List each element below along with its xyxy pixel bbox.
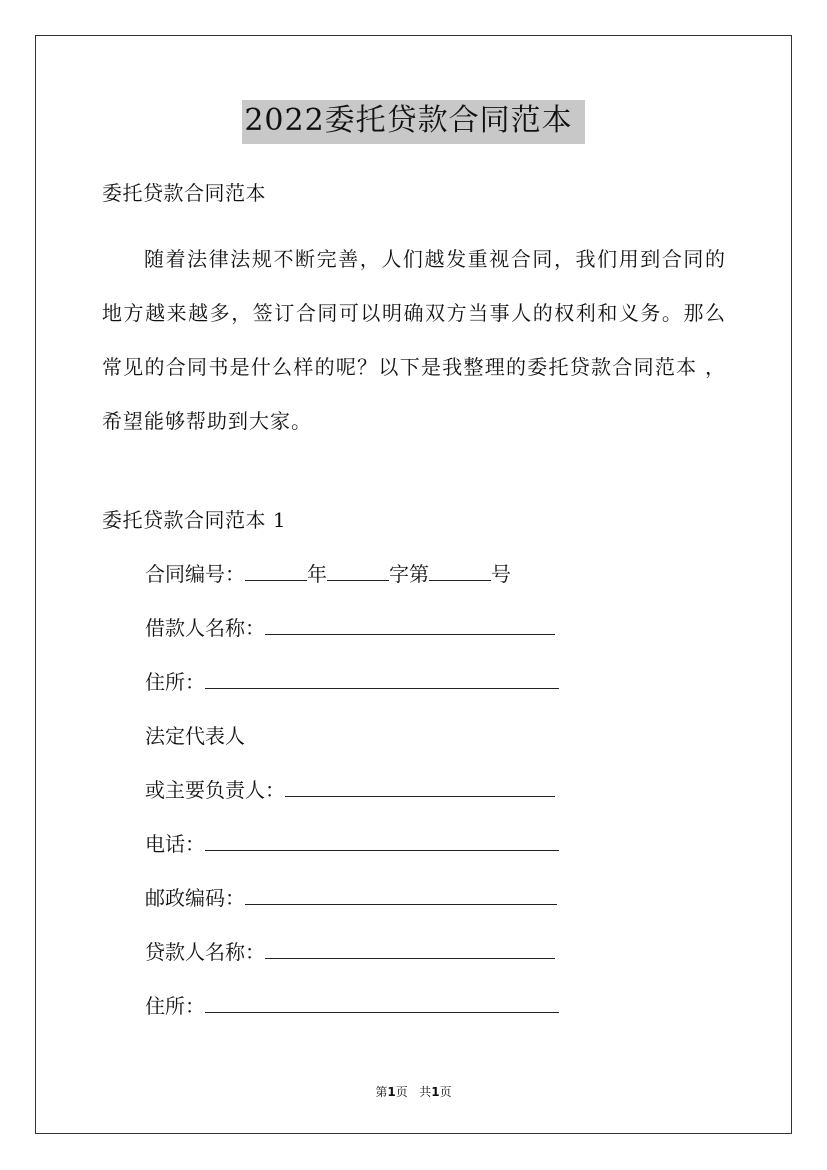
contract-number-blank-3[interactable]	[429, 562, 491, 581]
section-heading: 委托贷款合同范本 1	[102, 508, 287, 532]
principal-blank[interactable]	[285, 778, 555, 797]
page-number: 1	[387, 1085, 396, 1099]
lender-name-row	[145, 939, 555, 965]
address-blank-1[interactable]	[205, 670, 559, 689]
principal-row	[145, 777, 555, 803]
principal-label: 或主要负责人：	[145, 778, 285, 802]
page-footer	[0, 1083, 827, 1100]
contract-number-row	[145, 561, 511, 587]
lender-name-blank[interactable]	[265, 940, 555, 959]
total-suffix: 页	[439, 1085, 452, 1099]
borrower-name-row	[145, 615, 555, 641]
postcode-blank[interactable]	[245, 886, 557, 905]
address-row-2	[145, 993, 559, 1019]
address-label-2: 住所：	[145, 994, 205, 1018]
address-label-1: 住所：	[145, 670, 205, 694]
intro-paragraph: 随着法律法规不断完善，人们越发重视合同，我们用到合同的地方越来越多，签订合同可以明确双方当事人的权利和义务。那么常见的合同书是什么样的呢？以下是我整理的委托贷款合同范本 ，希望能够帮助到大家。	[102, 247, 726, 433]
title-text: 2022委托贷款合同范本	[242, 100, 584, 144]
subtitle: 委托贷款合同范本	[102, 181, 266, 205]
postcode-row	[145, 885, 557, 911]
address-blank-2[interactable]	[205, 994, 559, 1013]
contract-number-label: 合同编号：	[145, 562, 245, 586]
contract-number-blank-2[interactable]	[327, 562, 389, 581]
phone-row	[145, 831, 559, 857]
contract-year-label: 年	[307, 562, 327, 586]
borrower-name-label: 借款人名称：	[145, 616, 265, 640]
document-title	[0, 100, 827, 144]
contract-hao-label: 号	[491, 562, 511, 586]
page-prefix: 第	[375, 1085, 388, 1099]
postcode-label: 邮政编码：	[145, 886, 245, 910]
contract-number-blank-1[interactable]	[245, 562, 307, 581]
contract-zidi-label: 字第	[389, 562, 429, 586]
page-suffix: 页	[395, 1085, 408, 1099]
legal-representative-label: 法定代表人	[145, 724, 245, 748]
address-row-1	[145, 669, 559, 695]
phone-label: 电话：	[145, 832, 205, 856]
phone-blank[interactable]	[205, 832, 559, 851]
legal-representative-row	[145, 723, 245, 749]
lender-name-label: 贷款人名称：	[145, 940, 265, 964]
borrower-name-blank[interactable]	[265, 616, 555, 635]
total-pages: 1	[431, 1085, 440, 1099]
total-prefix: 共	[419, 1085, 432, 1099]
